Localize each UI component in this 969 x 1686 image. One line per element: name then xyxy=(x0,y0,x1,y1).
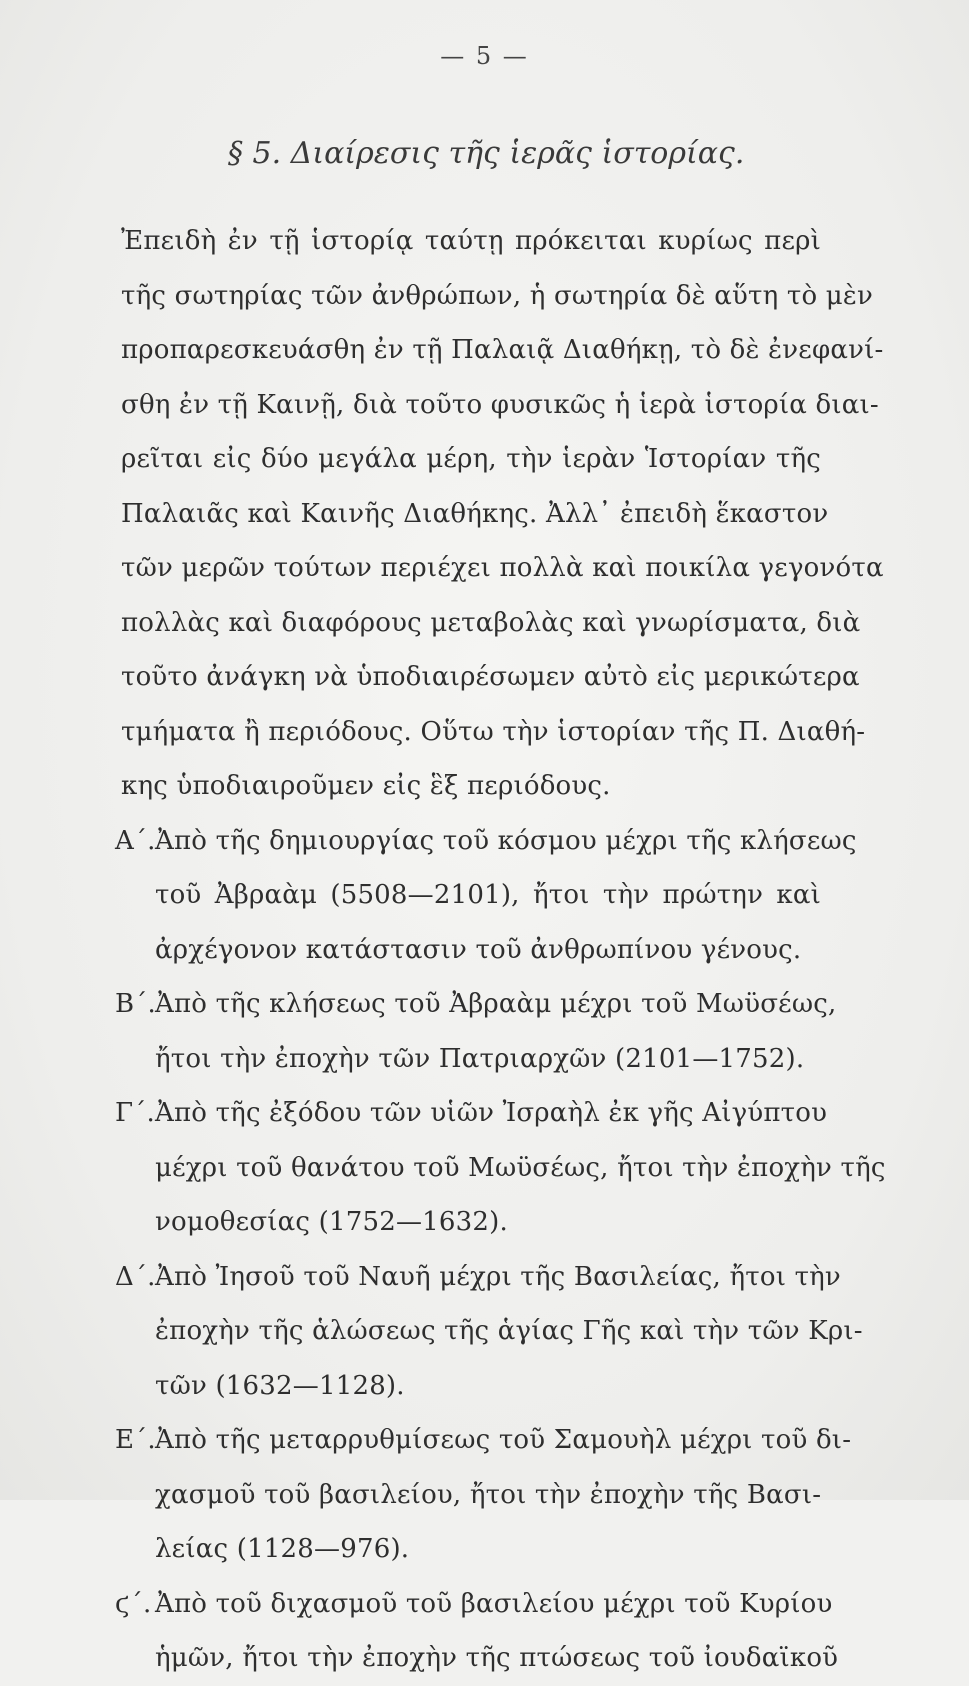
page-number: — 5 — xyxy=(440,42,529,70)
intro-paragraph xyxy=(121,214,884,814)
text-line: πολλὰς καὶ διαφόρους μεταβολὰς καὶ γνωρίσματα, διὰ xyxy=(121,607,861,638)
text-line: προπαρεσκευάσθη ἐν τῇ Παλαιᾷ Διαθήκῃ, τὸ δὲ ἐνεφανί- xyxy=(121,335,884,365)
text-line: ἤτοι τὴν ἐποχὴν τῶν Πατριαρχῶν (2101—1752). xyxy=(155,1043,805,1074)
period-marker: Α΄. xyxy=(115,825,156,856)
text-line: Ἀπὸ τῆς δημιουργίας τοῦ κόσμου μέχρι τῆς κλήσεως xyxy=(155,825,857,856)
text-line: σθη ἐν τῇ Καινῇ, διὰ τοῦτο φυσικῶς ἡ ἱερὰ ἱστορία διαι- xyxy=(121,389,879,420)
text-line: λείας (1128—976). xyxy=(155,1534,410,1564)
section-title: § 5. Διαίρεσις τῆς ἱερᾶς ἱστορίας. xyxy=(228,136,745,171)
period-item xyxy=(115,1577,839,1686)
page-body xyxy=(115,214,886,1686)
period-marker: ϛ΄. xyxy=(115,1588,152,1619)
period-first-line xyxy=(115,1413,852,1468)
text-line: Ἀπὸ Ἰησοῦ τοῦ Ναυῆ μέχρι τῆς Βασιλείας, ἤτοι τὴν xyxy=(155,1261,841,1292)
text-line: τῆς σωτηρίας τῶν ἀνθρώπων, ἡ σωτηρία δὲ αὕτη τὸ μὲν xyxy=(121,280,874,311)
period-marker: Β΄. xyxy=(115,989,156,1019)
text-line: Παλαιᾶς καὶ Καινῆς Διαθήκης. Ἀλλ᾽ ἐπειδὴ ἕκαστον xyxy=(121,498,829,529)
period-first-line xyxy=(115,1250,841,1305)
period-item xyxy=(115,1413,852,1577)
text-line: Ἐπειδὴ ἐν τῇ ἱστορίᾳ ταύτῃ πρόκειται κυρίως περὶ xyxy=(121,226,821,256)
period-first-line xyxy=(115,814,857,869)
text-line: χασμοῦ τοῦ βασιλείου, ἤτοι τὴν ἐποχὴν τῆς Βασι- xyxy=(155,1479,822,1510)
period-list xyxy=(115,814,886,1686)
text-line: Ἀπὸ τοῦ διχασμοῦ τοῦ βασιλείου μέχρι τοῦ Κυρίου xyxy=(155,1588,833,1619)
text-line: ἀρχέγονον κατάστασιν τοῦ ἀνθρωπίνου γένους. xyxy=(155,934,802,965)
text-line: τῶν (1632—1128). xyxy=(155,1370,405,1401)
text-line: μέχρι τοῦ θανάτου τοῦ Μωϋσέως, ἤτοι τὴν ἐποχὴν τῆς xyxy=(155,1152,886,1183)
text-line: νομοθεσίας (1752—1632). xyxy=(155,1207,508,1237)
text-line: Ἀπὸ τῆς κλήσεως τοῦ Ἀβραὰμ μέχρι τοῦ Μωϋσέως, xyxy=(155,989,837,1019)
text-line: ρεῖται εἰς δύο μεγάλα μέρη, τὴν ἱερὰν Ἱστορίαν τῆς xyxy=(121,444,821,474)
period-item xyxy=(115,814,857,978)
text-line: τμήματα ἢ περιόδους. Οὕτω τὴν ἱστορίαν τῆς Π. Διαθή- xyxy=(121,716,866,747)
period-marker: Ε΄. xyxy=(115,1425,156,1455)
period-marker: Γ΄. xyxy=(115,1098,155,1128)
period-item xyxy=(115,1250,863,1414)
period-item xyxy=(115,977,837,1086)
period-first-line xyxy=(115,1577,833,1632)
text-line: ἡμῶν, ἤτοι τὴν ἐποχὴν τῆς πτώσεως τοῦ ἰουδαϊκοῦ xyxy=(155,1643,839,1673)
text-line: Ἀπὸ τῆς μεταρρυθμίσεως τοῦ Σαμουὴλ μέχρι τοῦ δι- xyxy=(155,1425,852,1455)
text-line: Ἀπὸ τῆς ἐξόδου τῶν υἱῶν Ἰσραὴλ ἐκ γῆς Αἰγύπτου xyxy=(155,1098,828,1128)
text-line: τοῦ Ἀβραὰμ (5508—2101), ἤτοι τὴν πρώτην καὶ xyxy=(155,880,821,910)
period-first-line xyxy=(115,1086,828,1141)
period-first-line xyxy=(115,977,837,1032)
text-line: τῶν μερῶν τούτων περιέχει πολλὰ καὶ ποικίλα γεγονότα xyxy=(121,553,884,583)
period-marker: Δ΄. xyxy=(115,1261,156,1292)
text-line: τοῦτο ἀνάγκη νὰ ὑποδιαιρέσωμεν αὐτὸ εἰς μερικώτερα xyxy=(121,662,860,692)
period-item xyxy=(115,1086,886,1250)
text-line: ἐποχὴν τῆς ἁλώσεως τῆς ἁγίας Γῆς καὶ τὴν τῶν Κρι- xyxy=(155,1316,863,1346)
text-line: κης ὑποδιαιροῦμεν εἰς ἓξ περιόδους. xyxy=(121,771,611,801)
